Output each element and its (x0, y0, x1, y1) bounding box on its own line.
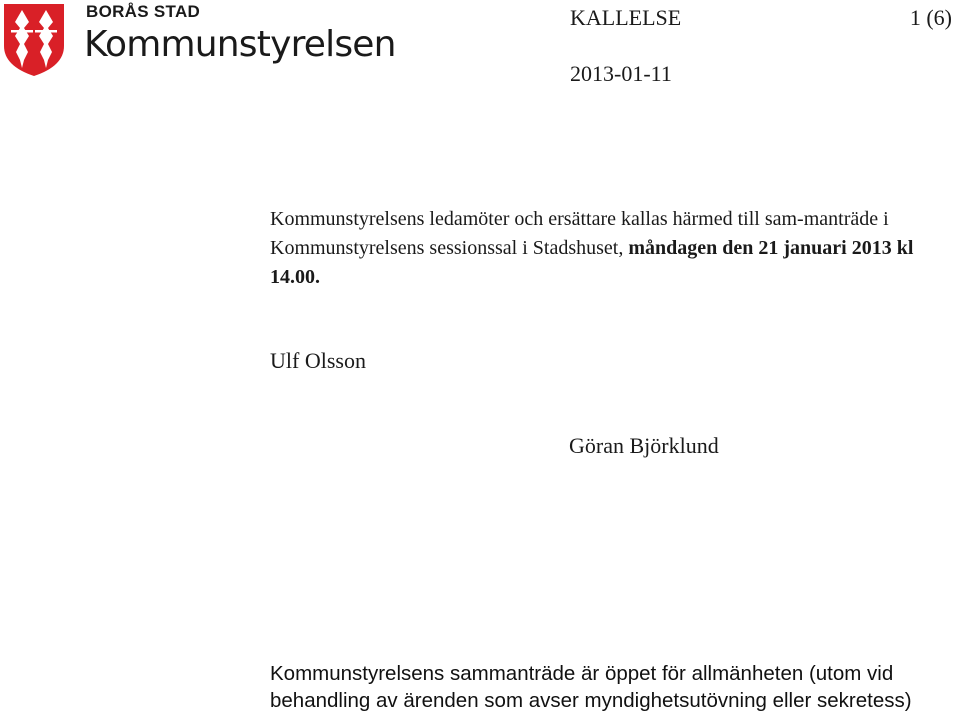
secretary-name: Göran Björklund (569, 433, 719, 458)
public-meeting-notice (270, 660, 960, 714)
invitation-text: Kommunstyrelsens ledamöter och ersättare kallas härmed till sam-manträde i Kommunstyrelsens sessionssal i Stadshuset, (270, 208, 889, 259)
org-name-large: Kommunstyrelsen (84, 24, 396, 65)
page-number: 1 (6) (909, 5, 952, 30)
boras-coat-of-arms-icon (2, 2, 66, 78)
org-name-small: BORÅS STAD (86, 2, 201, 21)
invitation-paragraph (270, 205, 940, 292)
meeting-datetime: måndagen den 21 januari 2013 kl 14.00. (270, 237, 914, 288)
boras-stad-logo (0, 0, 396, 80)
document-type: KALLELSE (570, 5, 682, 30)
chair-name: Ulf Olsson (270, 348, 366, 373)
document-date: 2013-01-11 (570, 61, 672, 86)
notice-line-1: Kommunstyrelsens sammanträde är öppet för allmänheten (utom vid (270, 662, 894, 685)
notice-line-2: behandling av ärenden som avser myndighetsutövning eller sekretess) (270, 689, 912, 712)
